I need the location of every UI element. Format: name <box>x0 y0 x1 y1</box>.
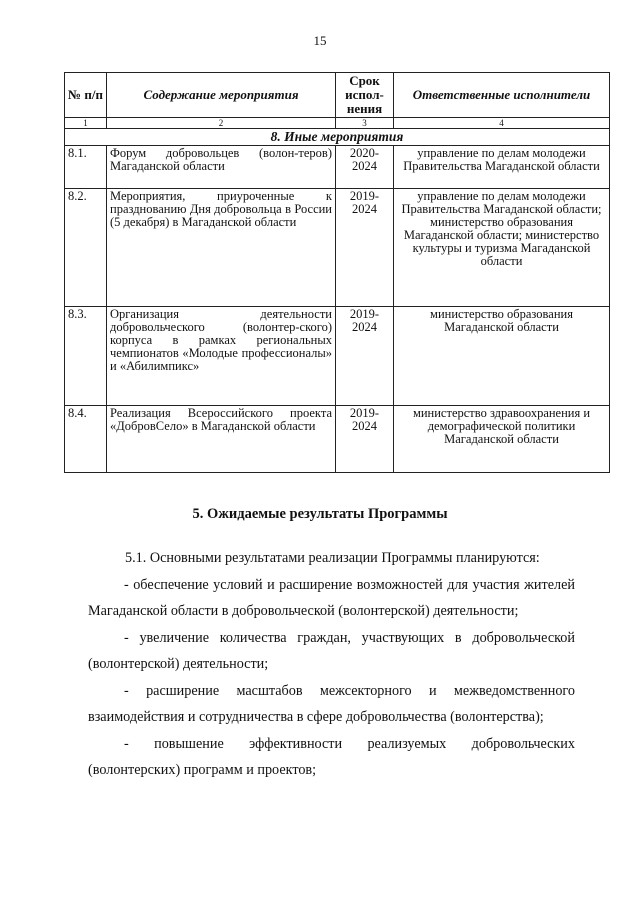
results-item: - повышение эффективности реализуемых добровольческих (волонтерских) программ и проектов; <box>88 735 575 778</box>
row-content: Мероприятия, приуроченные к празднованию Дня добровольца в России (5 декабря) в Магаданской области <box>107 189 336 307</box>
row-term: 2019-2024 <box>336 406 394 473</box>
row-responsible: министерство здравоохранения и демографической политики Магаданской области <box>394 406 610 473</box>
section-row <box>65 129 610 146</box>
results-item: - увеличение количества граждан, участвующих в добровольческой (волонтерской) деятельности; <box>88 629 575 672</box>
row-responsible: управление по делам молодежи Правительства Магаданской области; министерство образования Магаданской области; министерство культуры и туризма Магаданской области <box>394 189 610 307</box>
page-number: 15 <box>313 33 327 48</box>
row-number: 8.1. <box>65 146 107 189</box>
row-content: Реализация Всероссийского проекта «ДобровСело» в Магаданской области <box>107 406 336 473</box>
table-row <box>65 307 610 406</box>
row-content: Организация деятельности добровольческого (волонтер-ского) корпуса в рамках региональных чемпионатов «Молодые профессионалы» и «Абилимпикс» <box>107 307 336 406</box>
row-responsible: управление по делам молодежи Правительства Магаданской области <box>394 146 610 189</box>
activities-table <box>64 72 610 473</box>
table-header-row <box>65 73 610 118</box>
section-title: 8. Иные мероприятия <box>65 129 610 146</box>
column-number: 1 <box>65 118 107 129</box>
header-content: Содержание мероприятия <box>107 73 336 118</box>
results-item: - обеспечение условий и расширение возможностей для участия жителей Магаданской области в добровольческой (волонтерской) деятельности; <box>88 576 575 619</box>
column-number: 3 <box>336 118 394 129</box>
results-intro: 5.1. Основными результатами реализации Программы планируются: <box>125 550 540 566</box>
column-number-row <box>65 118 610 129</box>
row-term: 2019-2024 <box>336 307 394 406</box>
row-responsible: министерство образования Магаданской области <box>394 307 610 406</box>
results-item: - расширение масштабов межсекторного и межведомственного взаимодействия и сотрудничества в сфере добровольчества (волонтерства); <box>88 682 575 725</box>
column-number: 4 <box>394 118 610 129</box>
row-number: 8.2. <box>65 189 107 307</box>
results-section-title: 5. Ожидаемые результаты Программы <box>192 506 448 522</box>
table-row <box>65 406 610 473</box>
header-term: Срок испол-нения <box>336 73 394 118</box>
table-row <box>65 189 610 307</box>
column-number: 2 <box>107 118 336 129</box>
results-body <box>88 545 575 784</box>
row-number: 8.4. <box>65 406 107 473</box>
header-num: № п/п <box>65 73 107 118</box>
row-number: 8.3. <box>65 307 107 406</box>
header-responsible: Ответственные исполнители <box>394 73 610 118</box>
row-content: Форум добровольцев (волон-теров) Магаданской области <box>107 146 336 189</box>
row-term: 2019-2024 <box>336 189 394 307</box>
table-row <box>65 146 610 189</box>
row-term: 2020-2024 <box>336 146 394 189</box>
